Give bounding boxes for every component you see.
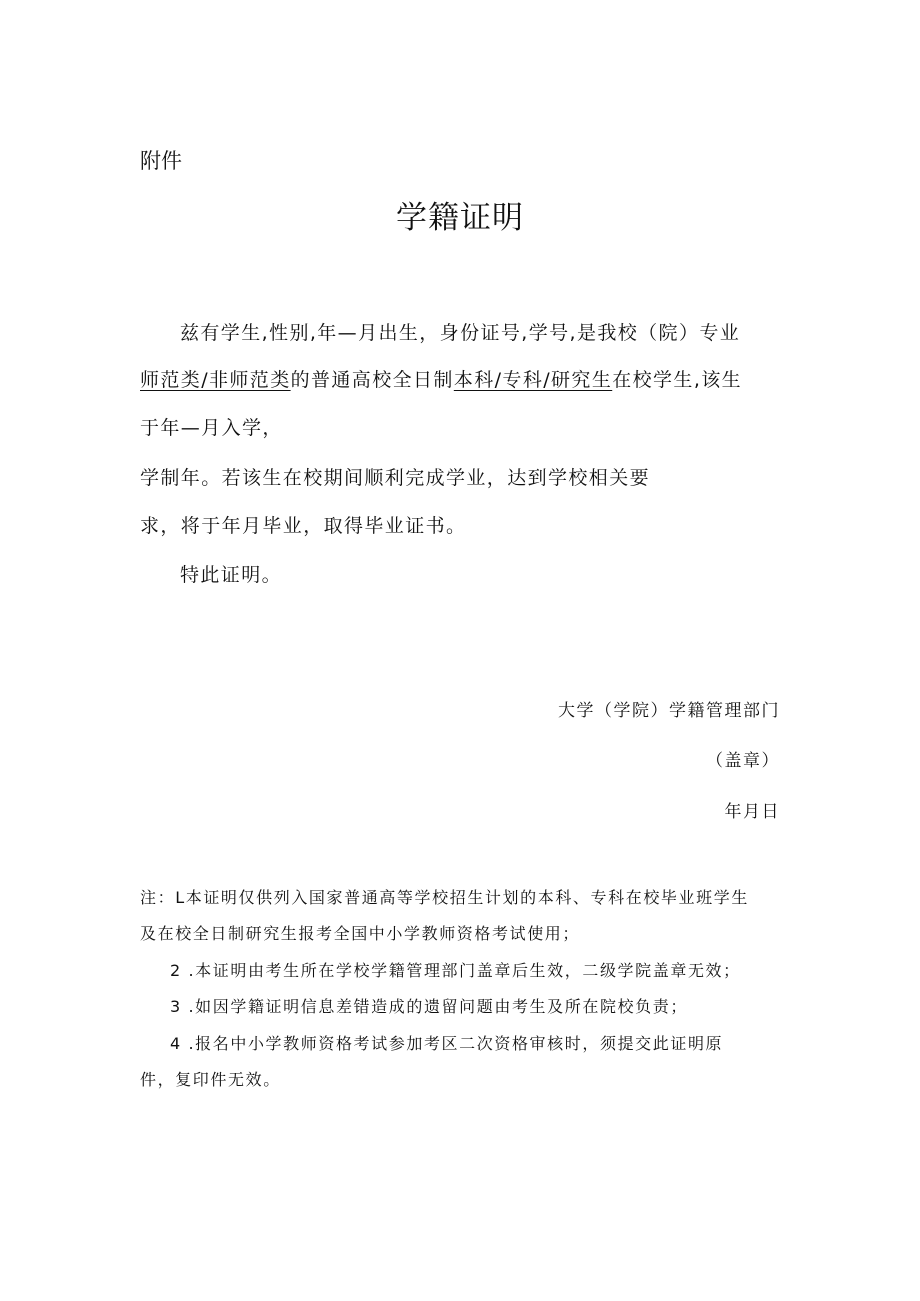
note-3: 3 .如因学籍证明信息差错造成的遗留问题由考生及所在院校负责； (170, 997, 688, 1016)
date-label: 年月日 (724, 802, 780, 822)
issuer: 大学（学院）学籍管理部门 (558, 701, 780, 721)
body-line-2 (140, 365, 742, 392)
note-4-line-2: 件，复印件无效。 (140, 1070, 281, 1089)
note-2: 2 .本证明由考生所在学校学籍管理部门盖章后生效，二级学院盖章无效； (170, 961, 741, 980)
body-line-5: 求，将于年月毕业，取得毕业证书。 (140, 515, 467, 537)
seal-label: （盖章） (706, 751, 780, 771)
document-title: 学籍证明 (396, 200, 524, 236)
teacher-type-options: 师范类/非师范类 (140, 369, 291, 391)
body-line-2-mid: 的普通高校全日制 (290, 369, 454, 391)
body-line-1: 兹有学生,性别,年—月出生，身份证号,学号,是我校（院）专业 (180, 322, 741, 344)
attachment-label: 附件 (140, 149, 182, 173)
degree-level-options: 本科/专科/研究生 (453, 369, 613, 391)
closing-statement: 特此证明。 (180, 564, 283, 586)
body-line-3: 于年—月入学， (140, 417, 283, 439)
body-line-4: 学制年。若该生在校期间顺利完成学业，达到学校相关要 (140, 467, 651, 489)
note-1-line-2: 及在校全日制研究生报考全国中小学教师资格考试使用； (140, 924, 581, 943)
note-4-line-1: 4 .报名中小学教师资格考试参加考区二次资格审核时，须提交此证明原 (170, 1034, 724, 1053)
body-line-2-tail: 在校学生,该生 (612, 369, 743, 391)
note-1-line-1: 注：L本证明仅供列入国家普通高等学校招生计划的本科、专科在校毕业班学生 (140, 888, 749, 907)
